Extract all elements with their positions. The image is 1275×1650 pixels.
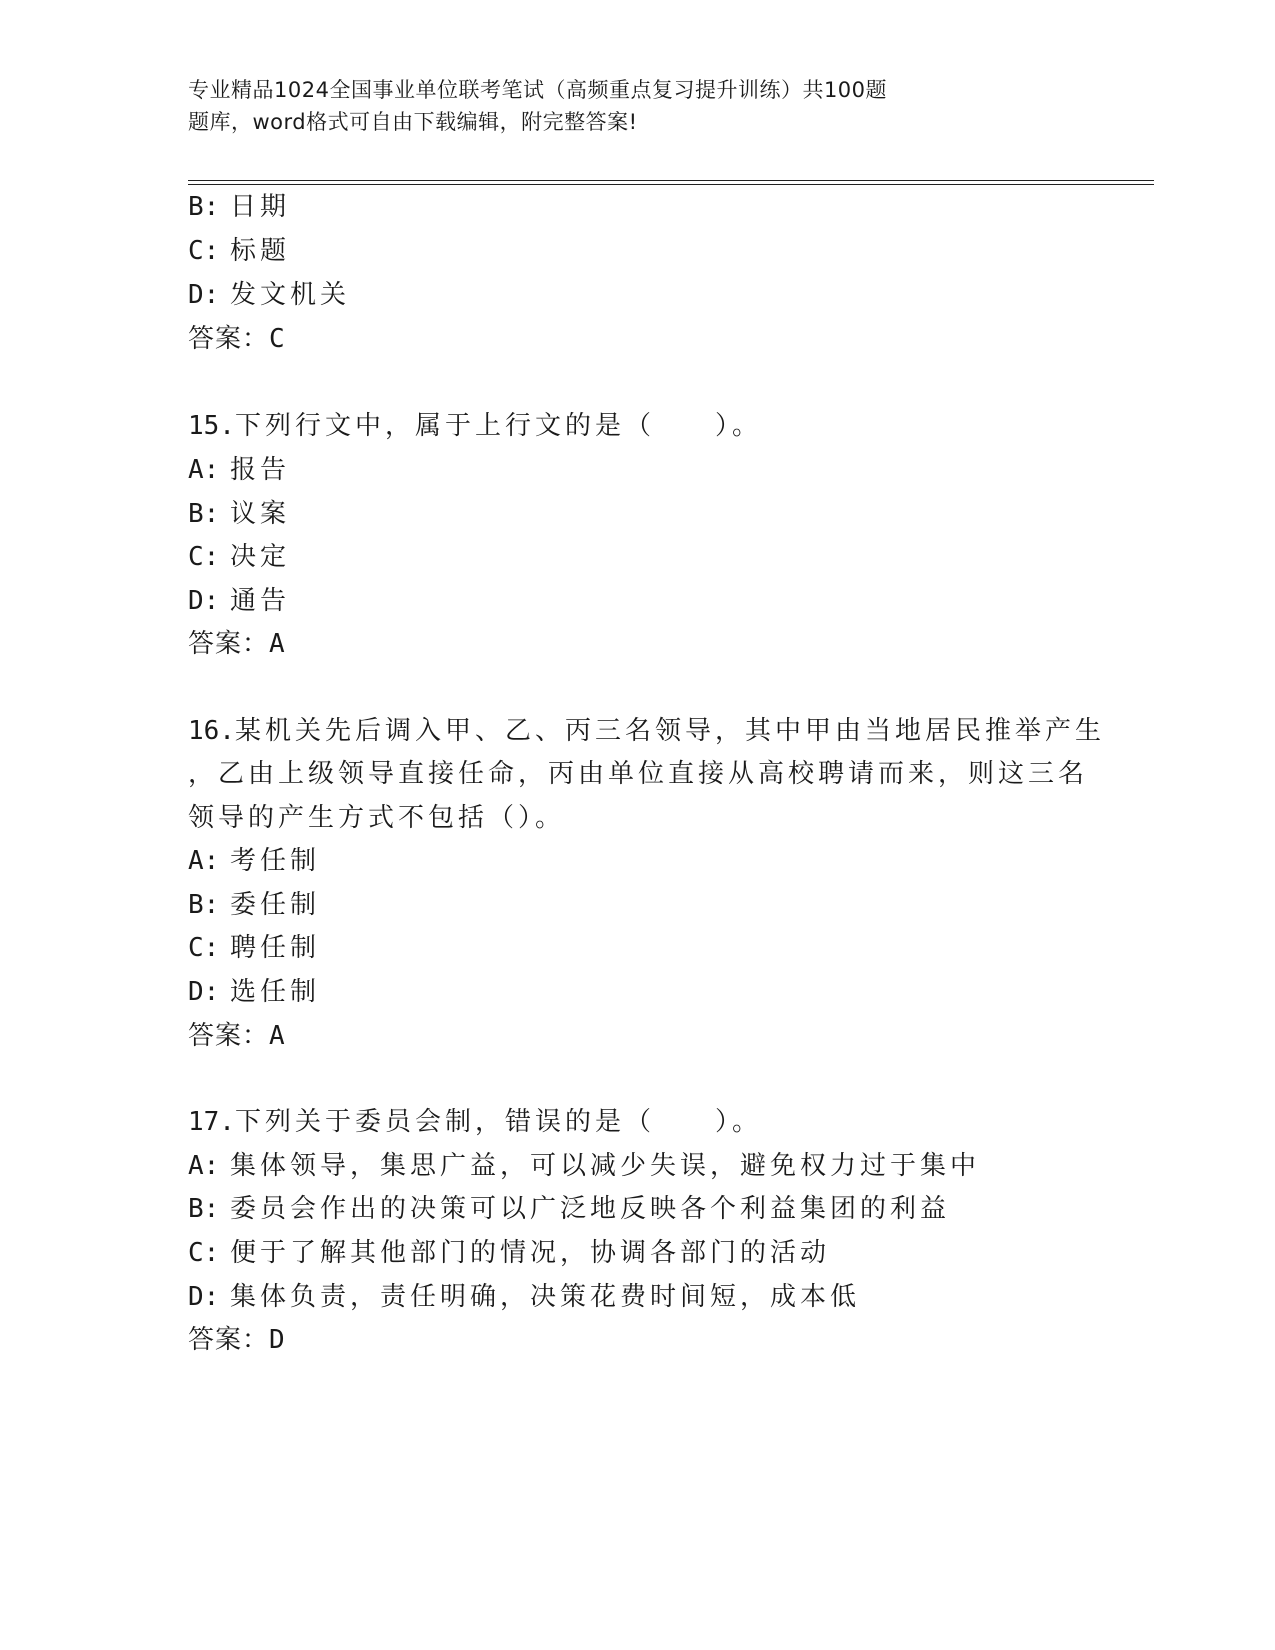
question-text: ，乙由上级领导直接任命，丙由单位直接从高校聘请而来，则这三名 <box>188 759 1089 789</box>
option-text: 便于了解其他部门的情况，协调各部门的活动 <box>230 1238 831 1268</box>
header-title-line-2: 题库，word格式可自由下载编辑，附完整答案! <box>188 110 638 134</box>
option-a <box>188 453 290 487</box>
question-number: 17. <box>188 1107 235 1137</box>
option-text: 考任制 <box>230 846 321 876</box>
question-17-stem <box>188 1105 762 1139</box>
option-text: 发文机关 <box>230 280 351 310</box>
option-letter: C: <box>188 542 220 572</box>
answer-label: 答案： <box>188 629 270 659</box>
question-text: 某机关先后调入甲、乙、丙三名领导，其中甲由当地居民推举产生 <box>234 716 1105 746</box>
answer-label: 答案： <box>188 1021 270 1051</box>
option-text: 日期 <box>230 192 291 222</box>
option-c <box>188 234 290 268</box>
option-c <box>188 1236 830 1270</box>
option-text: 标题 <box>230 236 291 266</box>
option-letter: D: <box>188 280 220 310</box>
question-number: 15. <box>188 411 235 441</box>
answer-value: A <box>269 1021 285 1051</box>
option-letter: B: <box>188 890 220 920</box>
option-b <box>188 497 290 531</box>
option-d <box>188 278 350 312</box>
question-text: 领导的产生方式不包括（）。 <box>188 803 566 833</box>
option-b <box>188 1192 950 1226</box>
answer-value: C <box>269 324 285 354</box>
option-text: 议案 <box>230 499 291 529</box>
option-text: 报告 <box>230 455 291 485</box>
answer-label: 答案： <box>188 324 270 354</box>
option-d <box>188 975 320 1009</box>
document-header <box>188 74 1018 138</box>
question-16-stem-line-1 <box>188 714 1105 748</box>
answer-line <box>188 1019 285 1053</box>
answer-value: D <box>269 1325 285 1355</box>
option-letter: C: <box>188 236 220 266</box>
option-letter: D: <box>188 586 220 616</box>
option-b <box>188 888 320 922</box>
answer-line <box>188 322 285 356</box>
option-letter: B: <box>188 499 220 529</box>
header-divider-bottom <box>188 184 1154 185</box>
option-letter: A: <box>188 1151 220 1181</box>
option-b <box>188 190 290 224</box>
option-letter: B: <box>188 1194 220 1224</box>
option-text: 决定 <box>230 542 291 572</box>
option-c <box>188 540 290 574</box>
option-c <box>188 931 320 965</box>
question-16-stem-line-2 <box>188 757 1088 791</box>
option-d <box>188 584 290 618</box>
answer-line <box>188 627 285 661</box>
option-text: 选任制 <box>230 977 321 1007</box>
option-a <box>188 1149 980 1183</box>
question-15-stem <box>188 409 762 443</box>
option-letter: D: <box>188 1282 220 1312</box>
option-letter: D: <box>188 977 220 1007</box>
header-title-line-1: 专业精品1024全国事业单位联考笔试（高频重点复习提升训练）共100题 <box>188 78 888 102</box>
header-divider-top <box>188 180 1154 181</box>
question-text: 下列关于委员会制，错误的是（ ）。 <box>234 1107 762 1137</box>
option-text: 聘任制 <box>230 933 321 963</box>
option-text: 通告 <box>230 586 291 616</box>
option-text: 集体负责，责任明确，决策花费时间短，成本低 <box>230 1282 861 1312</box>
option-text: 委任制 <box>230 890 321 920</box>
option-letter: C: <box>188 1238 220 1268</box>
option-letter: A: <box>188 846 220 876</box>
question-16-stem-line-3 <box>188 801 565 835</box>
question-number: 16. <box>188 716 235 746</box>
option-text: 集体领导，集思广益，可以减少失误，避免权力过于集中 <box>230 1151 981 1181</box>
option-a <box>188 844 320 878</box>
option-letter: B: <box>188 192 220 222</box>
question-text: 下列行文中，属于上行文的是（ ）。 <box>234 411 762 441</box>
option-letter: A: <box>188 455 220 485</box>
option-text: 委员会作出的决策可以广泛地反映各个利益集团的利益 <box>230 1194 951 1224</box>
answer-label: 答案： <box>188 1325 270 1355</box>
answer-line <box>188 1323 285 1357</box>
answer-value: A <box>269 629 285 659</box>
option-d <box>188 1280 860 1314</box>
option-letter: C: <box>188 933 220 963</box>
